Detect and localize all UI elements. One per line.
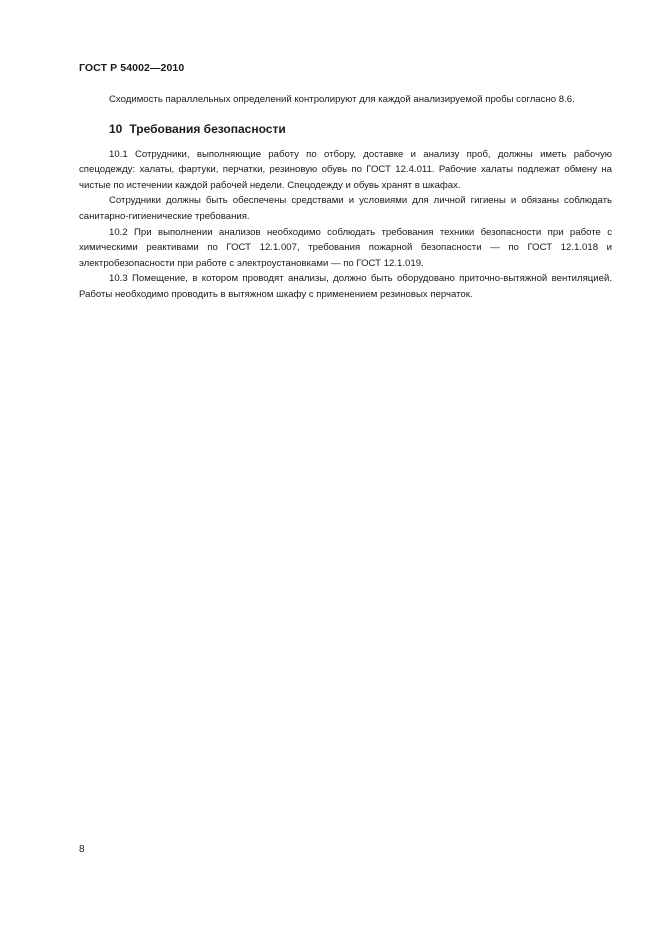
paragraph-10-2: 10.2 При выполнении анализов необходимо соблюдать требования техники безопасности при работе с химическими реактивами по ГОСТ 12.1.007, требования пожарной безопасности — по ГОСТ 12.1.018 и электробезопасности при работе с электроустановками — по ГОСТ 12.1.019. — [79, 226, 612, 269]
paragraph-hygiene: Сотрудники должны быть обеспечены средствами и условиями для личной гигиены и обязаны соблюдать санитарно-гигиенические требования. — [79, 195, 612, 222]
document-body — [79, 92, 612, 303]
section-number: 10 — [109, 121, 123, 136]
page-number: 8 — [79, 844, 85, 855]
paragraph-10-1: 10.1 Сотрудники, выполняющие работу по отбору, доставке и анализу проб, должны иметь рабочую спецодежду: халаты, фартуки, перчатки, резиновую обувь по ГОСТ 12.4.011. Рабочие халаты подлежат обмену на чистые по истечении каждой рабочей недели. Спецодежду и обувь хранят в шкафах. — [79, 148, 612, 191]
intro-paragraph: Сходимость параллельных определений контролируют для каждой анализируемой пробы согласно 8.6. — [109, 94, 575, 105]
paragraph-10-3: 10.3 Помещение, в котором проводят анализы, должно быть оборудовано приточно-вытяжной вентиляцией. Работы необходимо проводить в вытяжном шкафу с применением резиновых перчаток. — [79, 273, 612, 300]
section-title: Требования безопасности — [129, 121, 286, 136]
section-heading — [79, 121, 612, 137]
running-header: ГОСТ Р 54002—2010 — [79, 62, 185, 74]
